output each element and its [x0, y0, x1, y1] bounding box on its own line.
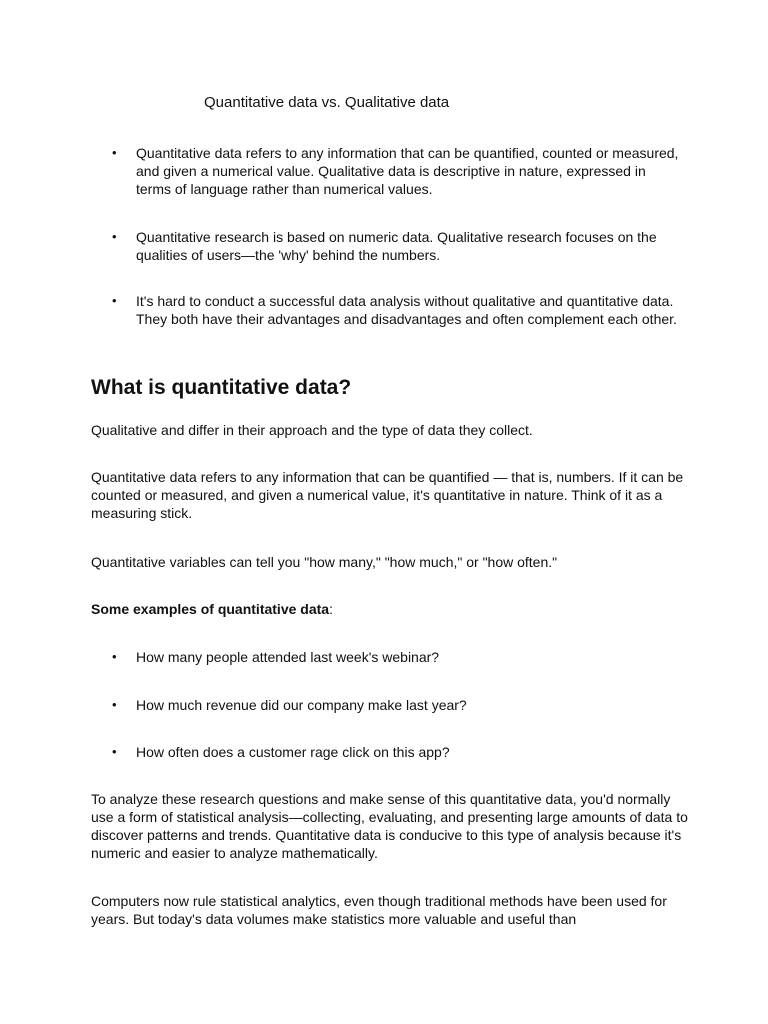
document-title: Quantitative data vs. Qualitative data — [204, 94, 450, 111]
bullet-text: How much revenue did our company make last year? — [136, 697, 467, 713]
bullet-text: How often does a customer rage click on this app? — [136, 744, 450, 760]
bullet-text: How many people attended last week's webinar? — [136, 649, 440, 665]
examples-colon: : — [329, 601, 333, 617]
section-heading: What is quantitative data? — [91, 376, 352, 399]
bullet-text: It's hard to conduct a successful data analysis without qualitative and quantitative data. They both have their advantages and disadvantages and often complement each other. — [136, 293, 677, 327]
bullet-dot: • — [112, 229, 117, 244]
bullet-text: Quantitative data refers to any information that can be quantified, counted or measured, and given a numerical value. Qualitative data is descriptive in nature, expressed in terms of language rather than numerical values. — [136, 145, 679, 197]
bullet-dot: • — [112, 744, 117, 759]
closing-paragraph-2: Computers now rule statistical analytics, even though traditional methods have been used for years. But today's data volumes make statistics more valuable and useful than — [91, 893, 667, 927]
bullet-dot: • — [112, 145, 117, 160]
paragraph-2: Quantitative data refers to any information that can be quantified — that is, numbers. If it can be counted or measured, and given a numerical value, it's quantitative in nature. Think of it as a measuring stick. — [91, 469, 684, 521]
bullet-dot: • — [112, 293, 117, 308]
paragraph-1: Qualitative and differ in their approach and the type of data they collect. — [91, 422, 533, 438]
examples-label: Some examples of quantitative data — [91, 601, 330, 617]
closing-paragraph-1: To analyze these research questions and make sense of this quantitative data, you'd normally use a form of statistical analysis—collecting, evaluating, and presenting large amounts of data to discover patterns and trends. Quantitative data is conducive to this type of analysis because it's numeric and easier to analyze mathematically. — [91, 791, 688, 861]
bullet-dot: • — [112, 649, 117, 664]
bullet-dot: • — [112, 697, 117, 712]
examples-label-line — [91, 600, 691, 618]
paragraph-3: Quantitative variables can tell you "how many," "how much," or "how often." — [91, 554, 558, 570]
bullet-text: Quantitative research is based on numeric data. Qualitative research focuses on the qualities of users—the 'why' behind the numbers. — [136, 229, 657, 263]
